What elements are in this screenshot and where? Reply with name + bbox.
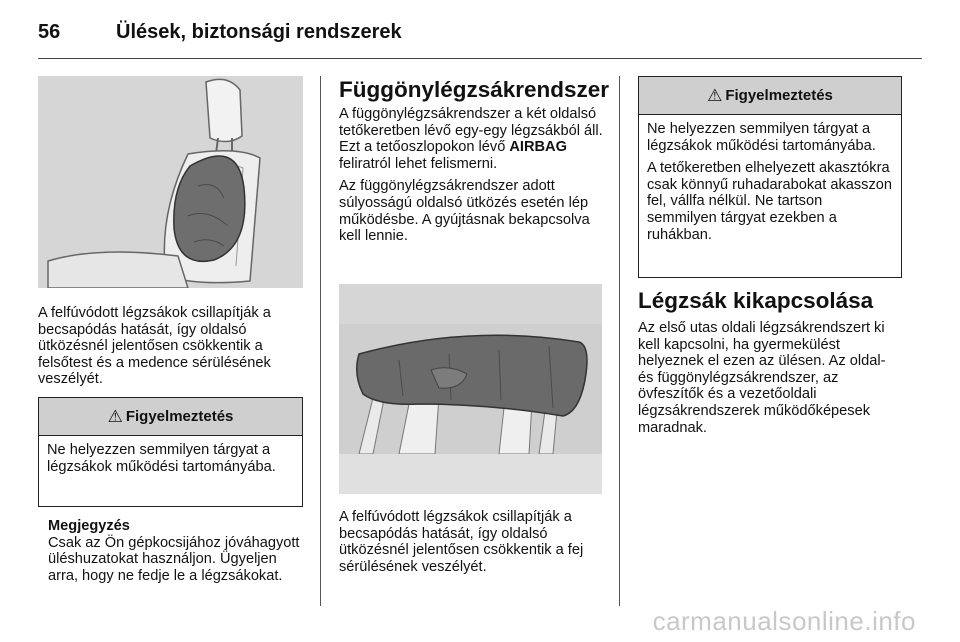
left-warning-text: Ne helyezzen semmilyen tárgyat a légzsákok működési tartományába.	[47, 442, 276, 475]
page-number: 56	[38, 20, 61, 43]
seat-airbag-illustration	[38, 76, 303, 288]
right-warning-header	[639, 77, 901, 115]
watermark: carmanualsonline.info	[652, 606, 916, 636]
right-warning-text-2: A tetőkeretben elhelyezett akasztókra csak könnyű ruhadarabokat akasszon fel, vállfa nélkül. Ne tartson semmilyen tárgyat ezekben a ruhákban.	[647, 160, 893, 243]
seat-side-airbag-image	[38, 76, 303, 288]
column-divider-left	[320, 76, 321, 606]
airbag-deactivation-text: Az első utas oldali légzsákrendszert ki kell kapcsolni, ha gyermekülést helyeznek el ezen az ülésen. Az oldal- és függönylégzsákrendszer, az övfeszítők és a vezetőoldali légzsákrendszerek működőképesek maradnak.	[638, 320, 886, 436]
curtain-airbag-body	[339, 106, 607, 251]
warning-triangle-icon: ⚠	[107, 406, 123, 426]
paragraph-1-text-a: A függönylégzsákrendszer a két oldalsó tetőkeretben lévő egy-egy légzsákból áll. Ezt a tetőoszlopokon lévő	[339, 106, 603, 156]
left-caption	[38, 305, 304, 394]
curtain-airbag-image	[339, 284, 602, 494]
left-warning-body	[39, 436, 302, 487]
curtain-airbag-paragraph-2: Az függönylégzsákrendszer adott súlyosságú oldalsó ütközés esetén lép működésbe. A gyújtásnak bekapcsolva kell lennie.	[339, 178, 590, 245]
right-warning-text-1: Ne helyezzen semmilyen tárgyat a légzsákok működési tartományába.	[647, 121, 876, 154]
airbag-deactivation-heading: Légzsák kikapcsolása	[638, 288, 874, 313]
left-warning-header	[39, 398, 302, 436]
curtain-airbag-illustration	[339, 284, 602, 494]
left-warning-box	[38, 397, 303, 507]
left-caption-text: A felfúvódott légzsákok csillapítják a becsapódás hatását, így oldalsó ütközésnél jelentősen csökkentik a felsőtest és a medence sérülésének veszélyét.	[38, 305, 271, 388]
right-warning-body	[639, 115, 901, 255]
left-note	[48, 518, 304, 584]
warning-triangle-icon: ⚠	[707, 85, 723, 105]
airbag-label: AIRBAG	[509, 139, 567, 156]
middle-caption-text: A felfúvódott légzsákok csillapítják a becsapódás hatását, így oldalsó ütközésnél jelentősen csökkentik a fej sérülésének veszélyét.	[339, 509, 584, 575]
column-divider-right	[619, 76, 620, 606]
header-divider	[38, 58, 922, 59]
airbag-deactivation-body	[638, 320, 904, 442]
chapter-title: Ülések, biztonsági rendszerek	[116, 20, 402, 43]
page-header	[38, 16, 402, 48]
middle-caption	[339, 509, 607, 581]
right-warning-box	[638, 76, 902, 278]
right-warning-title: Figyelmeztetés	[725, 87, 833, 104]
note-text: Csak az Ön gépkocsijához jóváhagyott üléshuzatokat használjon. Ügyeljen arra, hogy ne fedje le a légzsákokat.	[48, 534, 300, 584]
left-warning-title: Figyelmeztetés	[125, 408, 234, 425]
curtain-airbag-paragraph-1	[339, 106, 607, 172]
paragraph-1-text-b: feliratról lehet felismerni.	[339, 155, 498, 172]
note-title: Megjegyzés	[48, 518, 130, 534]
curtain-airbag-heading: Függönylégzsákrendszer	[339, 77, 610, 102]
